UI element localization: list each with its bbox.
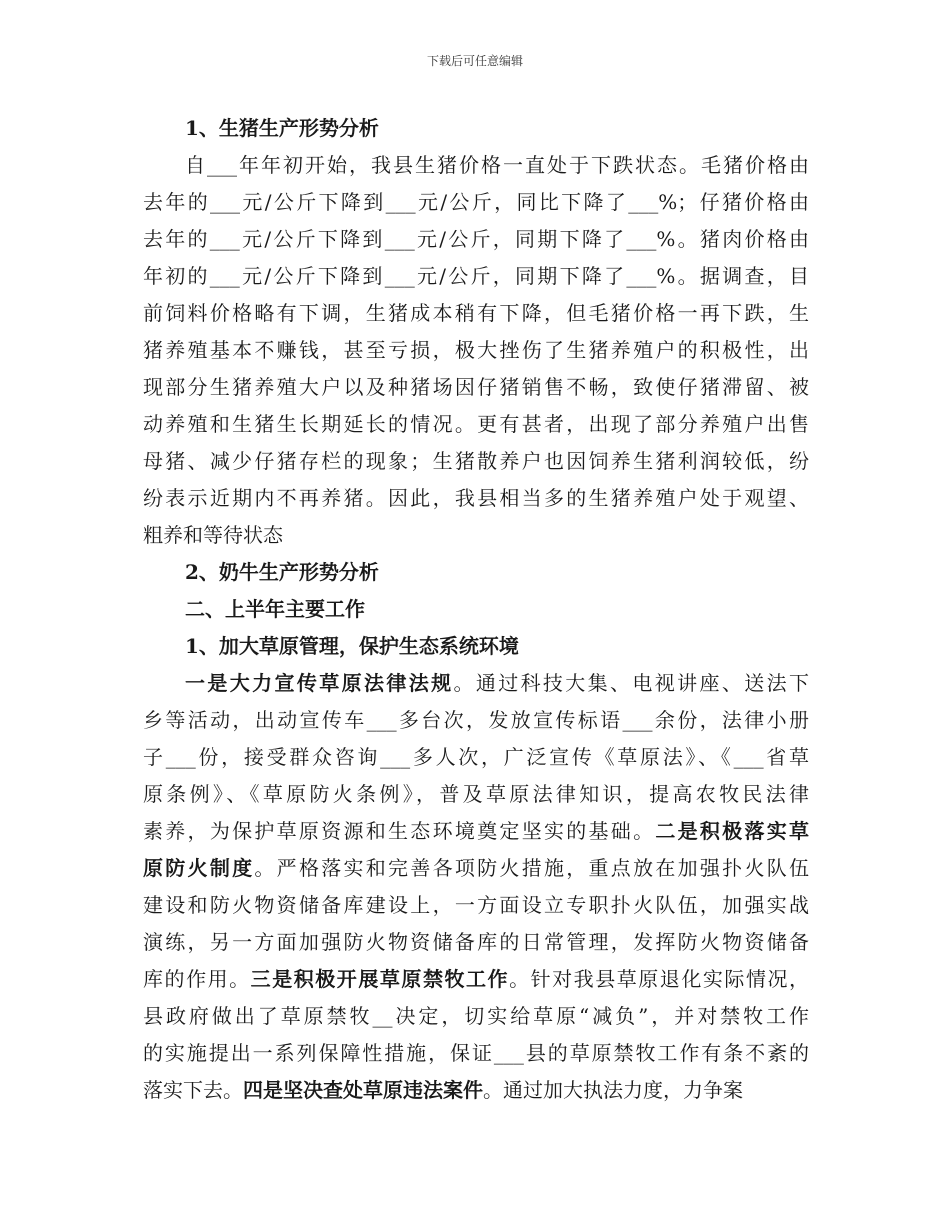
text-segment: 县政府做出了草原禁牧__决定，切实给草原“减负”，并对禁牧工作 xyxy=(143,1004,809,1028)
bold-phrase: 四是坚决查处草原违法案件 xyxy=(243,1078,483,1102)
text-segment: 落实下去。 xyxy=(143,1078,243,1102)
text-segment: 。严格落实和完善各项防火措施，重点放在加强扑火队伍 xyxy=(254,856,809,880)
text-line xyxy=(143,1035,809,1072)
text-segment: 建设和防火物资储备库建设上，一方面设立专职扑火队伍，加强实战 xyxy=(143,893,809,917)
text-segment: 前饲料价格略有下调，生猪成本稍有下降，但毛猪价格一再下跌，生 xyxy=(143,301,809,325)
text-line xyxy=(143,998,809,1035)
text-line xyxy=(143,147,809,184)
text-segment: 库的作用。 xyxy=(143,967,251,991)
text-segment: 二、上半年主要工作 xyxy=(185,597,365,621)
section-heading xyxy=(143,110,809,147)
text-line xyxy=(143,295,809,332)
text-segment: 演练，另一方面加强防火物资储备库的日常管理，发挥防火物资储备 xyxy=(143,930,809,954)
text-segment: 粗养和等待状态 xyxy=(143,523,283,547)
text-line xyxy=(143,924,809,961)
text-segment: 现部分生猪养殖大户以及种猪场因仔猪销售不畅，致使仔猪滞留、被 xyxy=(143,375,809,399)
text-line xyxy=(143,887,809,924)
text-line xyxy=(143,258,809,295)
text-line xyxy=(143,369,809,406)
text-line xyxy=(143,739,809,776)
text-line xyxy=(143,1072,809,1109)
bold-phrase: 三是积极开展草原禁牧工作 xyxy=(250,967,510,991)
section-heading xyxy=(143,591,809,628)
text-segment: 子___份，接受群众咨询___多人次，广泛宣传《草原法》、《___省草 xyxy=(143,745,809,769)
text-line xyxy=(143,221,809,258)
text-segment: 乡等活动，出动宣传车___多台次，发放宣传标语___余份，法律小册 xyxy=(143,708,809,732)
text-segment: 去年的___元/公斤下降到___元/公斤，同期下降了___%。猪肉价格由 xyxy=(143,227,809,251)
text-line xyxy=(143,184,809,221)
bold-phrase: 一是大力宣传草原法律法规 xyxy=(185,671,454,695)
text-line xyxy=(143,776,809,813)
text-segment: 动养殖和生猪生长期延长的情况。更有甚者，出现了部分养殖户出售 xyxy=(143,412,809,436)
text-segment: 1、加大草原管理，保护生态系统环境 xyxy=(185,634,519,658)
text-line xyxy=(143,961,809,998)
text-line xyxy=(143,665,809,702)
text-segment: 的实施提出一系列保障性措施，保证___县的草原禁牧工作有条不紊的 xyxy=(143,1041,809,1065)
text-line xyxy=(143,850,809,887)
text-line xyxy=(143,517,809,554)
bold-phrase: 原防火制度 xyxy=(143,856,255,880)
text-segment: 。通过加大执法力度，力争案 xyxy=(483,1078,743,1102)
text-line xyxy=(143,332,809,369)
text-segment: 年初的___元/公斤下降到___元/公斤，同期下降了___%。据调查，目 xyxy=(143,264,809,288)
text-segment: 素养，为保护草原资源和生态环境奠定坚实的基础。 xyxy=(143,819,656,843)
text-segment: 去年的___元/公斤下降到___元/公斤，同比下降了___%；仔猪价格由 xyxy=(143,190,809,214)
document-body xyxy=(143,110,809,1109)
section-heading xyxy=(143,628,809,665)
text-line xyxy=(143,443,809,480)
text-segment: 。通过科技大集、电视讲座、送法下 xyxy=(453,671,809,695)
text-segment: 母猪、减少仔猪存栏的现象；生猪散养户也因饲养生猪利润较低，纷 xyxy=(143,449,809,473)
text-segment: 原条例》、《草原防火条例》，普及草原法律知识，提高农牧民法律 xyxy=(143,782,809,806)
text-line xyxy=(143,702,809,739)
section-heading xyxy=(143,554,809,591)
text-segment: 1、生猪生产形势分析 xyxy=(185,116,379,140)
text-segment: 自___年年初开始，我县生猪价格一直处于下跌状态。毛猪价格由 xyxy=(185,153,809,177)
text-segment: 纷表示近期内不再养猪。因此，我县相当多的生猪养殖户处于观望、 xyxy=(143,486,809,510)
text-line xyxy=(143,813,809,850)
text-line xyxy=(143,480,809,517)
text-segment: 猪养殖基本不赚钱，甚至亏损，极大挫伤了生猪养殖户的积极性，出 xyxy=(143,338,809,362)
bold-phrase: 二是积极落实草 xyxy=(655,819,809,843)
text-segment: 2、奶牛生产形势分析 xyxy=(185,560,379,584)
page-header: 下载后可任意编辑 xyxy=(426,54,523,68)
text-segment: 。针对我县草原退化实际情况， xyxy=(509,967,809,991)
text-line xyxy=(143,406,809,443)
